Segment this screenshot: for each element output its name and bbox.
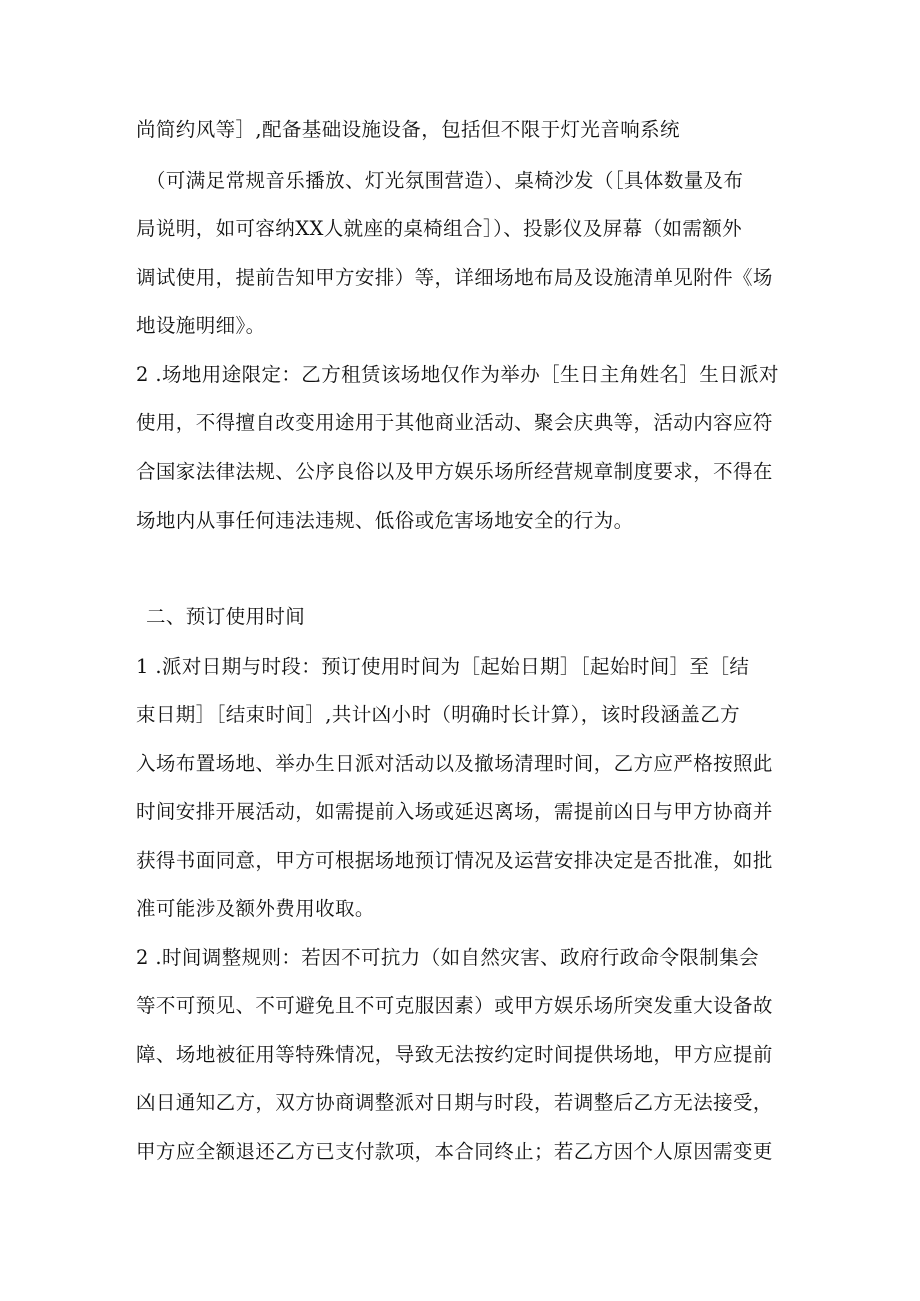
text-line: 等不可预见、不可避免且不可克服因素）或甲方娱乐场所突发重大设备故 — [136, 994, 773, 1017]
text-line: 获得书面同意，甲方可根据场地预订情况及运营安排决定是否批准，如批 — [136, 849, 773, 872]
paragraph-start-line: 2 .时间调整规则：若因不可抗力（如自然灾害、政府行政命令限制集会 — [136, 946, 760, 969]
text-line: 合国家法律法规、公序良俗以及甲方娱乐场所经营规章制度要求，不得在 — [136, 460, 773, 483]
text-line: 凶日通知乙方，双方协商调整派对日期与时段，若调整后乙方无法接受， — [136, 1091, 773, 1114]
text-line: 场地内从事任何违法违规、低俗或危害场地安全的行为。 — [136, 509, 634, 532]
text-line: 束日期］［结束时间］,共计凶小时（明确时长计算），该时段涵盖乙方 — [136, 703, 740, 726]
paragraph-start-line: 2 .场地用途限定：乙方租赁该场地仅作为举办［生日主角姓名］生日派对 — [136, 363, 779, 386]
text-line: 时间安排开展活动，如需提前入场或延迟离场，需提前凶日与甲方协商并 — [136, 800, 773, 823]
text-line: （可满足常规音乐播放、灯光氛围营造）、桌椅沙发（［具体数量及布 — [146, 169, 744, 192]
text-line: 准可能涉及额外费用收取。 — [136, 897, 375, 920]
text-line: 调试使用，提前告知甲方安排）等，详细场地布局及设施清单见附件《场 — [136, 266, 773, 289]
paragraph-start-line: 1 .派对日期与时段：预订使用时间为［起始日期］［起始时间］至［结 — [136, 655, 750, 678]
text-line: 障、场地被征用等特殊情况，导致无法按约定时间提供场地，甲方应提前 — [136, 1043, 773, 1066]
text-line: 地设施明细》。 — [136, 314, 266, 337]
text-line: 尚简约风等］,配备基础设施设备，包括但不限于灯光音响系统 — [136, 118, 680, 141]
section-heading: 二、预订使用时间 — [146, 605, 306, 628]
text-line: 局说明，如可容纳XX人就座的桌椅组合］）、投影仪及屏幕（如需额外 — [136, 217, 743, 240]
text-line: 甲方应全额退还乙方已支付款项，本合同终止；若乙方因个人原因需变更 — [136, 1140, 773, 1163]
text-line: 使用，不得擅自改变用途用于其他商业活动、聚会庆典等，活动内容应符 — [136, 411, 773, 434]
text-line: 入场布置场地、举办生日派对活动以及撤场清理时间，乙方应严格按照此 — [136, 752, 773, 775]
